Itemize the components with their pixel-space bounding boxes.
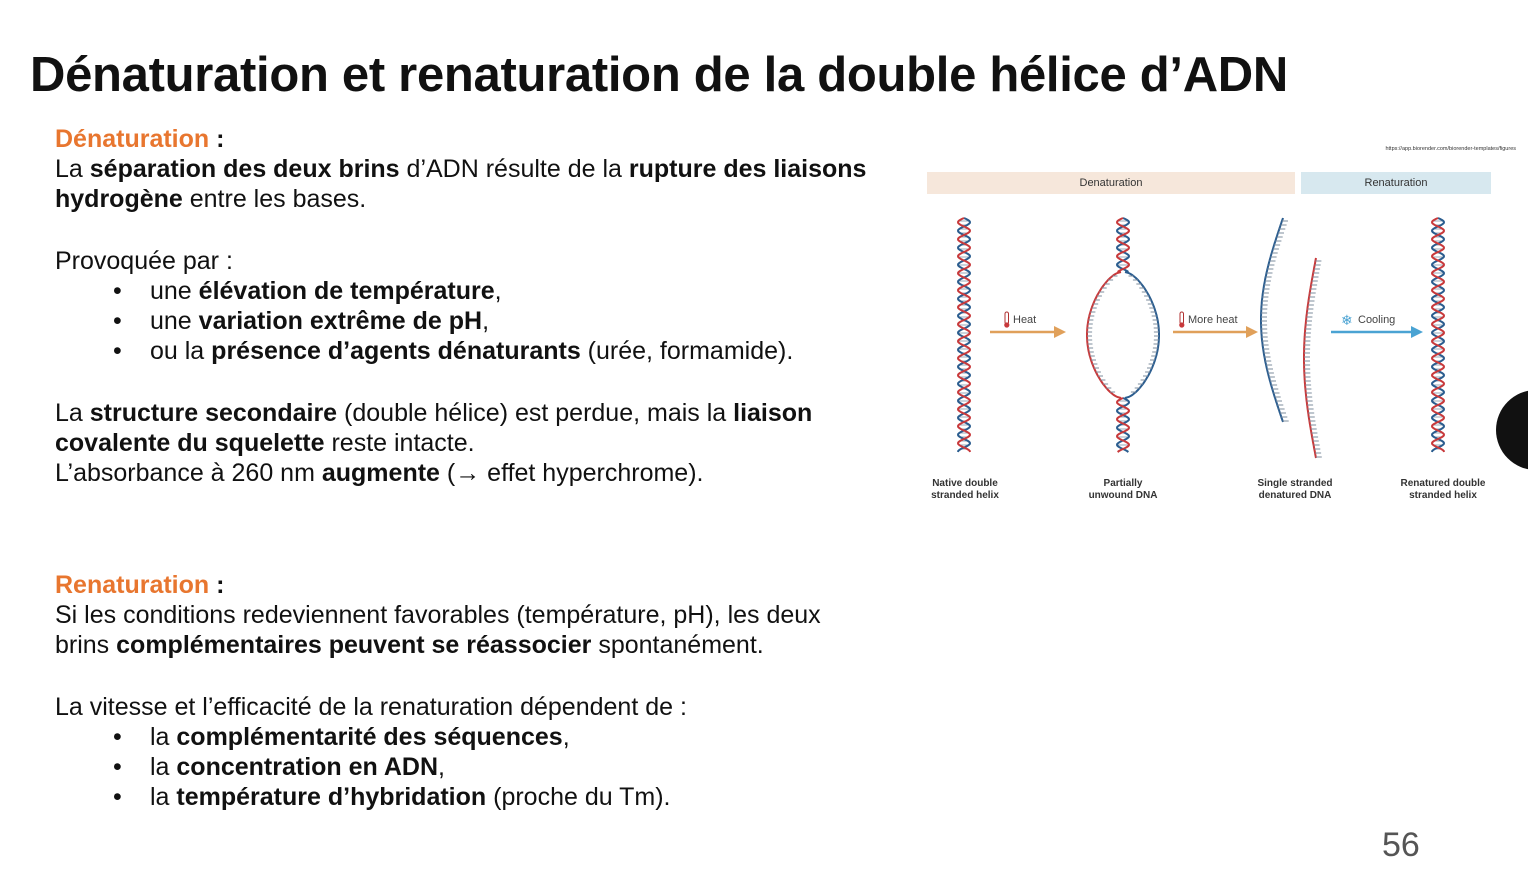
dna-figure (918, 140, 1518, 520)
text: La (55, 399, 90, 427)
caption-line: Renatured double (1400, 478, 1486, 489)
cooling-label: Cooling (1358, 314, 1396, 326)
bold-text: variation extrême de pH (198, 307, 483, 335)
cause-list (55, 276, 915, 366)
caption-line: Single stranded (1257, 478, 1333, 489)
renaturation-paragraph-1 (55, 600, 835, 660)
snowflake-icon: ❄ (1341, 312, 1353, 328)
list-item (55, 782, 835, 812)
denaturation-heading (55, 124, 915, 154)
bold-text: présence d’agents dénaturants (211, 337, 581, 365)
renaturation-heading (55, 570, 835, 600)
heading-colon: : (209, 571, 225, 599)
bold-text: liaison covalente du squelette (55, 399, 813, 457)
bullet: • (113, 753, 122, 781)
page-number: 56 (1382, 826, 1420, 864)
caption-renatured (1388, 478, 1498, 502)
text: , (438, 753, 445, 781)
heat-arrow (990, 312, 1066, 338)
bold-text: augmente (321, 459, 440, 487)
text: (→ effet hyperchrome). (439, 459, 704, 487)
bullet: • (113, 723, 122, 751)
single-strands (1261, 218, 1322, 458)
dna-diagram (918, 140, 1518, 470)
denaturation-paragraph-2 (55, 398, 915, 458)
factor-list (55, 722, 835, 812)
dna-strand (1087, 272, 1121, 398)
text: une (150, 277, 199, 305)
caption-single (1245, 478, 1345, 502)
text: ou la (150, 337, 212, 365)
bullet: • (113, 277, 122, 305)
dna-strand (1125, 272, 1159, 398)
text: , (562, 723, 570, 751)
dna-strand (1261, 218, 1283, 422)
caption-partial (1078, 478, 1168, 502)
caption-line: Native double (932, 478, 998, 489)
text: (urée, formamide). (580, 337, 794, 365)
renaturation-band: Renaturation (1301, 172, 1491, 194)
caption-line: unwound DNA (1088, 490, 1158, 501)
bold-text: concentration en ADN (176, 753, 439, 781)
text: La (55, 155, 90, 183)
slide-title: Dénaturation et renaturation de la double hélice d’ADN (30, 48, 1288, 102)
list-item (55, 306, 915, 336)
text: , (494, 277, 502, 305)
list-item (55, 752, 835, 782)
bold-text: séparation des deux brins (89, 155, 400, 183)
text: (double hélice) est perdue, mais la (337, 399, 734, 427)
bold-text: température d’hybridation (176, 783, 487, 811)
denaturation-paragraph-3 (55, 458, 915, 488)
bold-text: élévation de température (198, 277, 495, 305)
denaturation-section (55, 124, 915, 488)
text: (proche du Tm). (486, 783, 671, 811)
thermometer-icon (1179, 312, 1184, 328)
bold-text: rupture des liaisons hydrogène (55, 155, 867, 213)
bold-text: complémentarité des séquences (176, 723, 563, 751)
list-item (55, 276, 915, 306)
caption-line: stranded helix (931, 490, 999, 501)
caption-native (920, 478, 1010, 502)
cooling-arrow (1331, 312, 1423, 338)
list-item (55, 336, 915, 366)
text: entre les bases. (182, 185, 367, 213)
text: la (150, 783, 177, 811)
text: reste intacte. (324, 429, 475, 457)
native-helix (958, 218, 970, 452)
bullet: • (113, 307, 122, 335)
denaturation-band: Denaturation (927, 172, 1295, 194)
figure-source-url: https://app.biorender.com/biorender-templates/figures (1385, 146, 1516, 152)
bold-text: structure secondaire (89, 399, 338, 427)
more-heat-label: More heat (1188, 314, 1238, 326)
thermometer-icon (1004, 312, 1009, 328)
text: , (482, 307, 490, 335)
more-heat-arrow (1173, 312, 1258, 338)
factors-intro: La vitesse et l’efficacité de la renaturation dépendent de : (55, 693, 687, 721)
caption-line: stranded helix (1409, 490, 1477, 501)
text: d’ADN résulte de la (399, 155, 629, 183)
text: la (150, 753, 177, 781)
heat-label: Heat (1013, 314, 1037, 326)
text: la (150, 723, 177, 751)
text: L’absorbance à 260 nm (55, 459, 322, 487)
caption-line: Partially (1103, 478, 1143, 489)
cause-intro: Provoquée par : (55, 247, 233, 275)
denaturation-paragraph-1 (55, 154, 915, 214)
text: une (150, 307, 199, 335)
list-item (55, 722, 835, 752)
bold-text: complémentaires peuvent se réassocier (116, 631, 592, 659)
text: Si les conditions redeviennent favorables (température, pH), les deux brins (55, 601, 821, 659)
dna-strand (1304, 258, 1316, 458)
caption-line: denatured DNA (1258, 490, 1332, 501)
denaturation-heading-text: Dénaturation (55, 125, 210, 153)
bullet: • (113, 783, 122, 811)
heading-colon: : (209, 125, 225, 153)
text: spontanément. (591, 631, 764, 659)
bullet: • (113, 337, 122, 365)
renaturation-section (55, 570, 835, 812)
renaturation-heading-text: Renaturation (55, 571, 210, 599)
partially-unwound-dna (1087, 218, 1159, 452)
renatured-helix (1432, 218, 1444, 452)
